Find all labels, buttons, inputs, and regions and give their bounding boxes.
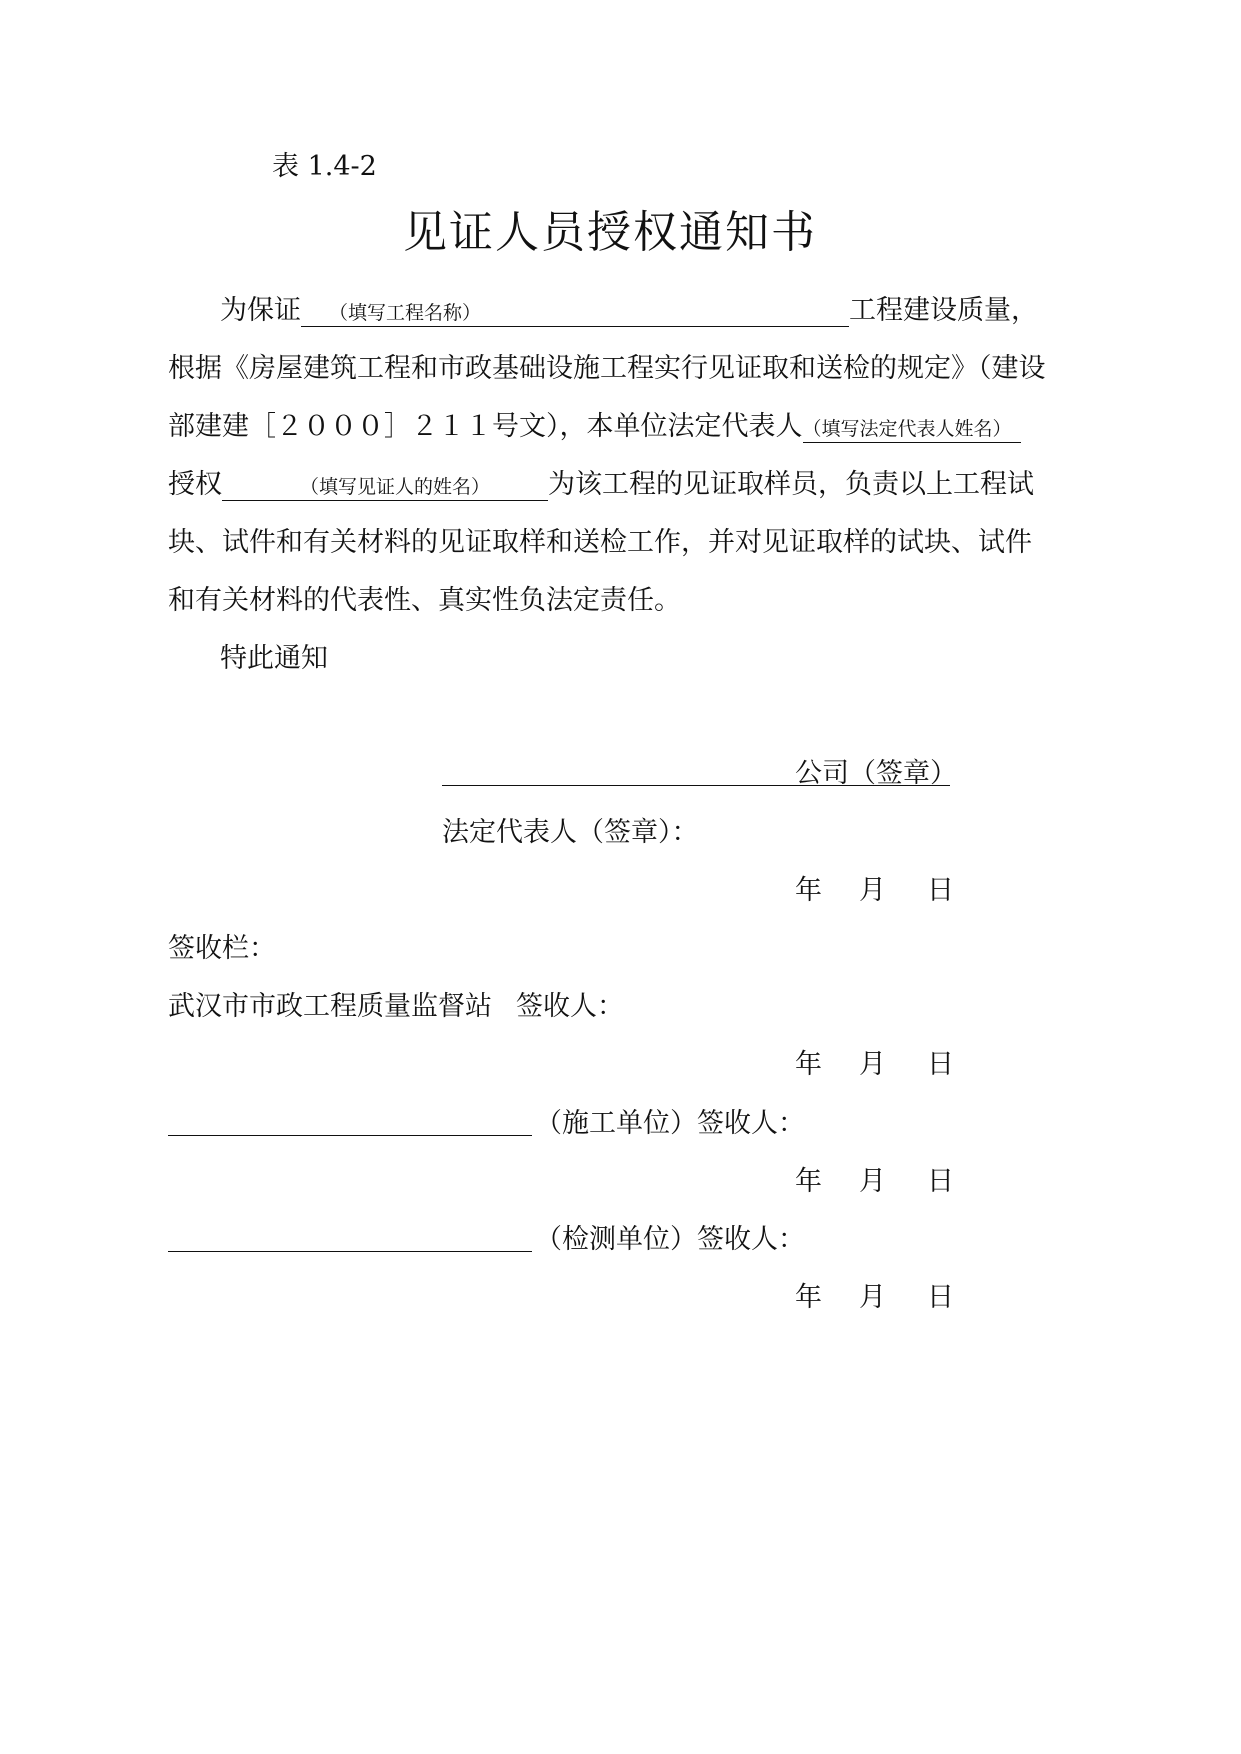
date-row-4 bbox=[795, 1281, 954, 1315]
witness-name-placeholder: （填写见证人的姓名） bbox=[300, 476, 491, 498]
table-number: 表 1.4-2 bbox=[272, 151, 377, 182]
day-label: 日 bbox=[927, 1282, 954, 1313]
construction-unit-label: （施工单位）签收人： bbox=[535, 1108, 805, 1139]
month-label: 月 bbox=[859, 1282, 886, 1313]
para-line-1-pre: 为保证 bbox=[220, 295, 301, 326]
day-label: 日 bbox=[927, 1049, 954, 1080]
station-name: 武汉市市政工程质量监督站 bbox=[168, 991, 492, 1022]
month-label: 月 bbox=[859, 1166, 886, 1197]
year-label: 年 bbox=[795, 1282, 822, 1313]
date-row-1 bbox=[795, 874, 954, 908]
para-line-6: 和有关材料的代表性、真实性负法定责任。 bbox=[168, 585, 681, 616]
witness-name-field[interactable] bbox=[222, 472, 548, 501]
year-label: 年 bbox=[795, 1166, 822, 1197]
testing-unit-label: （检测单位）签收人： bbox=[535, 1224, 805, 1255]
legal-rep-name-placeholder: （填写法定代表人姓名） bbox=[802, 418, 1012, 440]
day-label: 日 bbox=[927, 875, 954, 906]
project-name-placeholder: （填写工程名称） bbox=[329, 302, 482, 324]
para-line-3-pre: 部建建［２０００］２１１号文），本单位法定代表人 bbox=[168, 411, 803, 442]
para-line-5: 块、试件和有关材料的见证取样和送检工作，并对见证取样的试块、试件 bbox=[168, 527, 1032, 558]
legal-rep-name-field[interactable] bbox=[803, 414, 1021, 443]
para-line-4 bbox=[168, 468, 1034, 502]
company-seal-label: 公司（签章） bbox=[795, 758, 957, 789]
day-label: 日 bbox=[927, 1166, 954, 1197]
document-title: 见证人员授权通知书 bbox=[403, 207, 817, 258]
month-label: 月 bbox=[859, 1049, 886, 1080]
para-line-4-post: 为该工程的见证取样员，负责以上工程试 bbox=[548, 469, 1034, 500]
construction-unit-line[interactable] bbox=[168, 1135, 532, 1136]
para-line-2: 根据《房屋建筑工程和市政基础设施工程实行见证取和送检的规定》（建设 bbox=[168, 353, 1046, 384]
legal-rep-seal-label: 法定代表人（签章）： bbox=[442, 817, 699, 848]
receipt-label: 签收栏： bbox=[168, 933, 276, 964]
month-label: 月 bbox=[859, 875, 886, 906]
year-label: 年 bbox=[795, 875, 822, 906]
para-line-1-post: 工程建设质量， bbox=[849, 295, 1038, 326]
notice-text: 特此通知 bbox=[220, 643, 328, 674]
date-row-2 bbox=[795, 1048, 954, 1082]
para-line-1 bbox=[220, 294, 1038, 328]
project-name-field[interactable] bbox=[301, 298, 849, 327]
station-row bbox=[168, 990, 624, 1024]
date-row-3 bbox=[795, 1165, 954, 1199]
para-line-4-pre: 授权 bbox=[168, 469, 222, 500]
year-label: 年 bbox=[795, 1049, 822, 1080]
station-signer-label: 签收人： bbox=[516, 991, 624, 1022]
testing-unit-line[interactable] bbox=[168, 1251, 532, 1252]
para-line-3 bbox=[168, 410, 1021, 444]
